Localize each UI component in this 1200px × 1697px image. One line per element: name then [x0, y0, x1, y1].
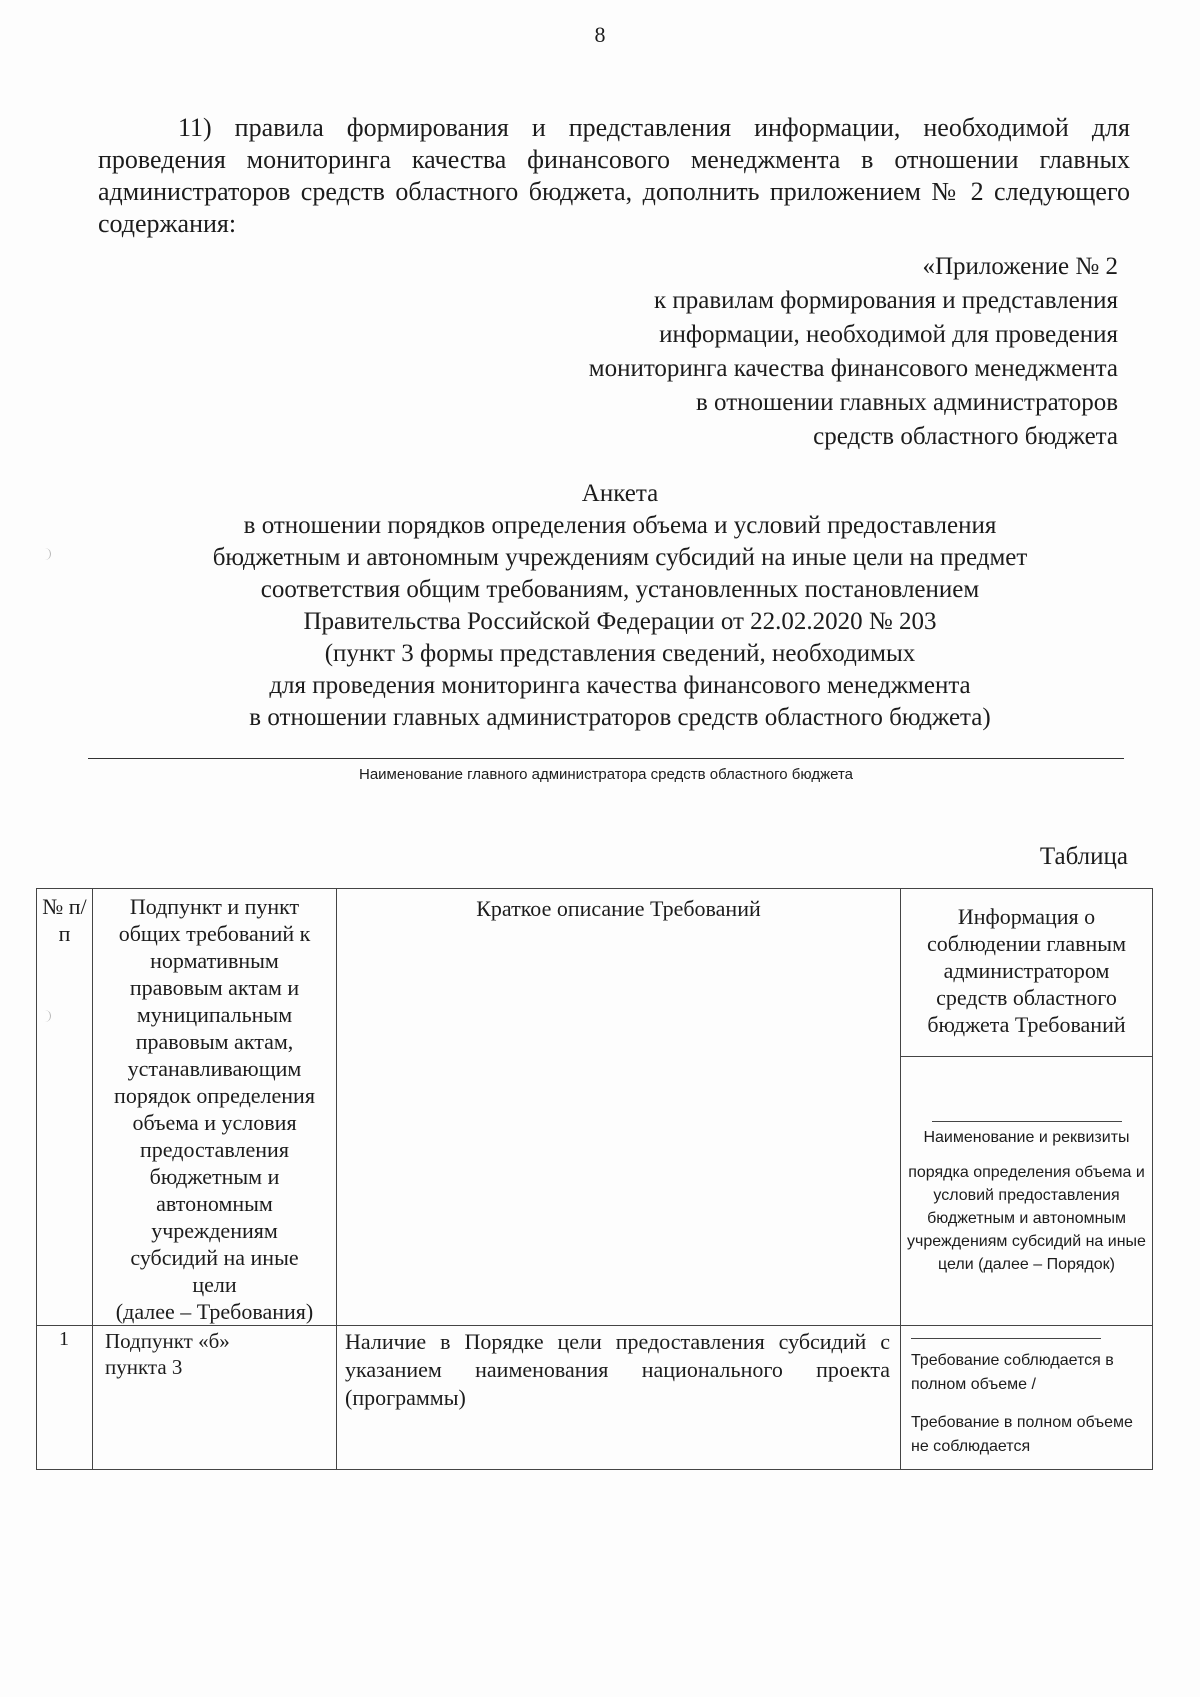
header-subpoint-line: устанавливающим	[127, 1056, 302, 1081]
appendix-line: информации, необходимой для проведения	[659, 321, 1118, 348]
intro-text: 11) правила формирования и представления информации, необходимой для проведения мониторинга качества финансового менеджмента в отношении главных администраторов средств областного бюджета, дополнить приложением № 2 следующего содержания:	[98, 113, 1130, 238]
table-title: Таблица	[1039, 843, 1128, 870]
header-subpoint-line: объема и условия	[132, 1110, 297, 1135]
header-info-line: средств областного	[936, 985, 1117, 1010]
header-description: Краткое описание Требований	[337, 889, 901, 1326]
header-subpoint-line: автономным	[156, 1191, 273, 1216]
header-subpoint-line: учреждениям	[151, 1218, 278, 1243]
questionnaire-line: бюджетным и автономным учреждениям субсидий на иные цели на предмет	[212, 544, 1028, 571]
header-number: № п/п	[37, 889, 93, 1326]
questionnaire-line: для проведения мониторинга качества финансового менеджмента	[269, 672, 971, 699]
row-number: 1	[37, 1326, 93, 1470]
header-info-line: Информация о	[957, 904, 1096, 929]
admin-name-line	[88, 758, 1124, 759]
questionnaire-line: (пункт 3 формы представления сведений, необходимых	[324, 640, 916, 667]
header-subpoint-line: муниципальным	[136, 1002, 293, 1027]
row-subpoint	[93, 1326, 337, 1470]
appendix-line: средств областного бюджета	[813, 423, 1118, 450]
header-subpoint-line: нормативным	[150, 948, 279, 973]
row-description: Наличие в Порядке цели предоставления субсидий с указанием наименования национального проекта (программы)	[337, 1326, 901, 1470]
compliance-line	[911, 1338, 1101, 1339]
row-compliance	[901, 1326, 1153, 1470]
header-subpoint-line: субсидий на иные	[130, 1245, 299, 1270]
header-subpoint-line: (далее – Требования)	[115, 1299, 314, 1324]
questionnaire-line: в отношении главных администраторов средств областного бюджета)	[249, 704, 991, 731]
header-info	[901, 889, 1153, 1057]
compliance-option-full: Требование соблюдается в полном объеме /	[911, 1352, 1114, 1393]
header-info-line: соблюдении главным	[927, 931, 1126, 956]
header-subpoint-line: порядок определения	[114, 1083, 315, 1108]
questionnaire-heading: Анкета	[581, 480, 659, 507]
scan-punch-mark	[44, 548, 51, 560]
row-subpoint-line: Подпункт «б»	[105, 1329, 230, 1353]
compliance-option-not-full: Требование в полном объеме не соблюдается	[911, 1414, 1133, 1455]
header-subpoint-line: цели	[192, 1272, 237, 1297]
appendix-line: в отношении главных администраторов	[696, 389, 1118, 416]
header-order-description: порядка определения объема и условий предоставления бюджетным и автономным учреждениям субсидий на иные цели (далее – Порядок)	[907, 1164, 1146, 1273]
requirements-table	[36, 888, 1153, 1470]
questionnaire-line: в отношении порядков определения объема и условий предоставления	[243, 512, 997, 539]
row-subpoint-line: пункта 3	[105, 1355, 183, 1379]
header-subpoint-line: общих требований к	[118, 921, 311, 946]
appendix-line: «Приложение № 2	[922, 253, 1118, 280]
appendix-line: к правилам формирования и представления	[653, 287, 1118, 314]
header-order-name: Наименование и реквизиты	[923, 1129, 1130, 1146]
admin-name-caption: Наименование главного администратора средств областного бюджета	[358, 766, 853, 783]
header-order-cell	[901, 1057, 1153, 1326]
header-info-line: бюджета Требований	[927, 1012, 1126, 1037]
header-subpoint	[93, 889, 337, 1326]
appendix-header	[589, 250, 1118, 454]
intro-paragraph	[98, 112, 1130, 240]
header-subpoint-line: предоставления	[140, 1137, 289, 1162]
table-header-row	[37, 889, 1153, 1057]
header-subpoint-line: бюджетным и	[149, 1164, 280, 1189]
header-subpoint-line: правовым актам и	[129, 975, 300, 1000]
order-name-line	[932, 1121, 1122, 1122]
appendix-line: мониторинга качества финансового менеджмента	[588, 355, 1118, 382]
questionnaire-title	[120, 478, 1120, 734]
header-subpoint-line: правовым актам,	[135, 1029, 294, 1054]
questionnaire-line: Правительства Российской Федерации от 22.02.2020 № 203	[303, 608, 937, 635]
header-info-line: администратором	[943, 958, 1110, 983]
page-number: 8	[594, 22, 606, 47]
header-subpoint-line: Подпункт и пункт	[129, 894, 300, 919]
questionnaire-line: соответствия общим требованиям, установленных постановлением	[260, 576, 980, 603]
table-row	[37, 1326, 1153, 1470]
